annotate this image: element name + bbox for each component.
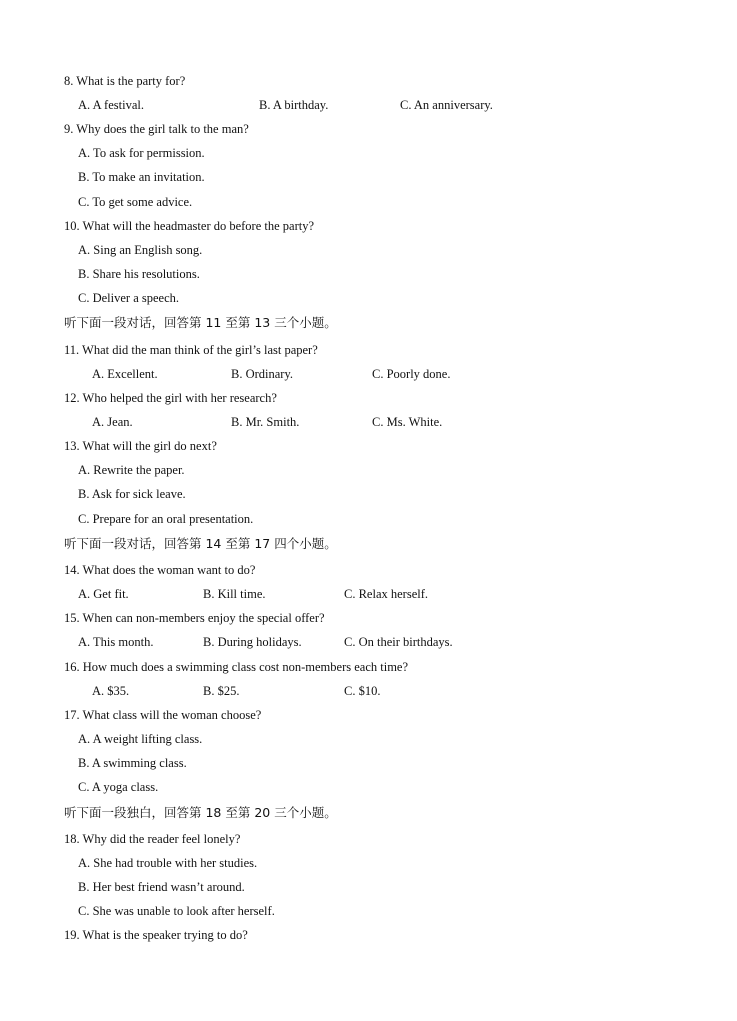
q11-option-c: C. Poorly done.: [372, 367, 451, 381]
q9-option-a: A. To ask for permission.: [78, 146, 205, 160]
q10-option-b: B. Share his resolutions.: [78, 267, 200, 281]
q10-option-a: A. Sing an English song.: [78, 243, 203, 257]
q13-option-a: A. Rewrite the paper.: [78, 463, 185, 477]
q14-option-b: B. Kill time.: [203, 587, 266, 601]
q10-option-c: C. Deliver a speech.: [78, 291, 180, 305]
q16-option-a: A. $35.: [92, 684, 130, 698]
q14-option-a: A. Get fit.: [78, 587, 129, 601]
question-16: 16. How much does a swimming class cost non-members each time?: [64, 660, 409, 674]
q8-option-b: B. A birthday.: [259, 98, 329, 112]
question-14: 14. What does the woman want to do?: [64, 563, 256, 577]
q17-option-c: C. A yoga class.: [78, 780, 159, 794]
question-15: 15. When can non-members enjoy the special offer?: [64, 611, 325, 625]
q13-option-c: C. Prepare for an oral presentation.: [78, 512, 254, 526]
q11-option-b: B. Ordinary.: [231, 367, 294, 381]
q18-option-a: A. She had trouble with her studies.: [78, 856, 258, 870]
q15-option-c: C. On their birthdays.: [344, 635, 453, 649]
q15-option-b: B. During holidays.: [203, 635, 302, 649]
question-13: 13. What will the girl do next?: [64, 439, 217, 453]
q17-option-b: B. A swimming class.: [78, 756, 187, 770]
question-8: 8. What is the party for?: [64, 74, 186, 88]
q12-option-a: A. Jean.: [92, 415, 133, 429]
question-11: 11. What did the man think of the girl’s last paper?: [64, 343, 318, 357]
question-10: 10. What will the headmaster do before the party?: [64, 219, 315, 233]
q11-option-a: A. Excellent.: [92, 367, 158, 381]
q18-option-c: C. She was unable to look after herself.: [78, 904, 275, 918]
section-heading-1: 听下面一段对话，回答第 11 至第 13 三个小题。: [64, 315, 337, 330]
q17-option-a: A. A weight lifting class.: [78, 732, 203, 746]
question-17: 17. What class will the woman choose?: [64, 708, 262, 722]
question-12: 12. Who helped the girl with her research?: [64, 391, 277, 405]
q12-option-b: B. Mr. Smith.: [231, 415, 300, 429]
q9-option-b: B. To make an invitation.: [78, 170, 205, 184]
q8-option-a: A. A festival.: [78, 98, 144, 112]
q16-option-b: B. $25.: [203, 684, 240, 698]
q14-option-c: C. Relax herself.: [344, 587, 429, 601]
section-heading-3: 听下面一段独白，回答第 18 至第 20 三个小题。: [64, 805, 337, 820]
q13-option-b: B. Ask for sick leave.: [78, 487, 186, 501]
question-19: 19. What is the speaker trying to do?: [64, 928, 248, 942]
question-18: 18. Why did the reader feel lonely?: [64, 832, 241, 846]
q18-option-b: B. Her best friend wasn’t around.: [78, 880, 245, 894]
q16-option-c: C. $10.: [344, 684, 381, 698]
q9-option-c: C. To get some advice.: [78, 195, 193, 209]
q12-option-c: C. Ms. White.: [372, 415, 443, 429]
section-heading-2: 听下面一段对话，回答第 14 至第 17 四个小题。: [64, 536, 337, 551]
q8-option-c: C. An anniversary.: [400, 98, 493, 112]
q15-option-a: A. This month.: [78, 635, 154, 649]
question-9: 9. Why does the girl talk to the man?: [64, 122, 249, 136]
